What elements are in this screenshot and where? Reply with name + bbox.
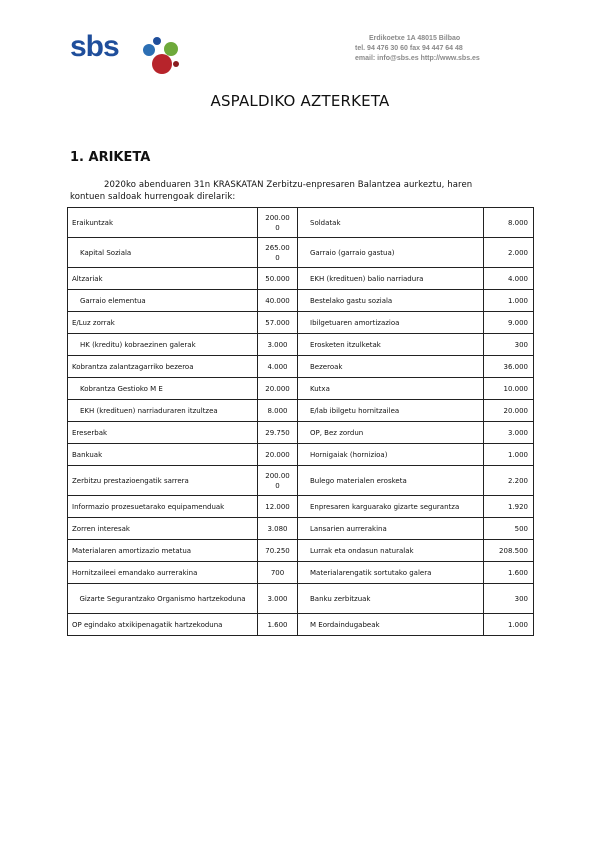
left-account-label: Garraio elementua	[68, 290, 258, 312]
left-account-label: Altzariak	[68, 268, 258, 290]
left-account-label: Materialaren amortizazio metatua	[68, 540, 258, 562]
right-account-value: 300	[484, 584, 534, 614]
right-account-value: 36.000	[484, 356, 534, 378]
left-account-label: Kobrantza zalantzagarriko bezeroa	[68, 356, 258, 378]
right-account-label: OP, Bez zordun	[298, 422, 484, 444]
contact-email: email: info@sbs.es http://www.sbs.es	[355, 55, 480, 62]
right-account-value: 1.000	[484, 444, 534, 466]
right-account-label: Soldatak	[298, 208, 484, 238]
left-account-label: Kobrantza Gestioko M E	[68, 378, 258, 400]
right-account-label: Materialarengatik sortutako galera	[298, 562, 484, 584]
right-account-label: Garraio (garraio gastua)	[298, 238, 484, 268]
table-row	[68, 334, 534, 356]
table-row	[68, 312, 534, 334]
right-account-label: E/lab ibilgetu hornitzailea	[298, 400, 484, 422]
right-account-label: Lurrak eta ondasun naturalak	[298, 540, 484, 562]
left-account-value: 700	[258, 562, 298, 584]
contact-address: Erdikoetxe 1A 48015 Bilbao	[369, 35, 461, 42]
right-account-value: 8.000	[484, 208, 534, 238]
left-account-value: 70.250	[258, 540, 298, 562]
left-account-label: Zorren interesak	[68, 518, 258, 540]
left-account-label: Bankuak	[68, 444, 258, 466]
table-row	[68, 466, 534, 496]
table-row	[68, 356, 534, 378]
left-account-value: 8.000	[258, 400, 298, 422]
balance-table	[67, 207, 534, 636]
right-account-label: Ibilgetuaren amortizazioa	[298, 312, 484, 334]
right-account-label: Bezeroak	[298, 356, 484, 378]
right-account-value: 300	[484, 334, 534, 356]
logo-dots-icon	[140, 34, 182, 78]
table-row	[68, 238, 534, 268]
right-account-label: Hornigaiak (hornizioa)	[298, 444, 484, 466]
left-account-value: 40.000	[258, 290, 298, 312]
right-account-label: Lansarien aurrerakina	[298, 518, 484, 540]
left-account-label: EKH (kredituen) narriaduraren itzultzea	[68, 400, 258, 422]
left-account-value: 4.000	[258, 356, 298, 378]
right-account-label: Bestelako gastu soziala	[298, 290, 484, 312]
left-account-value: 29.750	[258, 422, 298, 444]
table-row	[68, 614, 534, 636]
left-account-value: 265.00 0	[258, 238, 298, 268]
right-account-value: 1.600	[484, 562, 534, 584]
right-account-label: Kutxa	[298, 378, 484, 400]
left-account-label: Informazio prozesuetarako equipamenduak	[68, 496, 258, 518]
left-account-value: 57.000	[258, 312, 298, 334]
left-account-value: 200.00 0	[258, 466, 298, 496]
left-account-label: HK (kreditu) kobraezinen galerak	[68, 334, 258, 356]
left-account-label: Kapital Soziala	[68, 238, 258, 268]
table-row	[68, 422, 534, 444]
intro-line-2: kontuen saldoak hurrengoak direlarik:	[70, 192, 236, 202]
left-account-value: 12.000	[258, 496, 298, 518]
left-account-label: OP egindako atxikipenagatik hartzekoduna	[68, 614, 258, 636]
right-account-value: 2.000	[484, 238, 534, 268]
right-account-label: Erosketen itzulketak	[298, 334, 484, 356]
left-account-value: 1.600	[258, 614, 298, 636]
left-account-value: 3.000	[258, 584, 298, 614]
right-account-value: 10.000	[484, 378, 534, 400]
right-account-value: 1.000	[484, 290, 534, 312]
section-title: 1. ARIKETA	[70, 150, 151, 165]
left-account-value: 50.000	[258, 268, 298, 290]
right-account-label: EKH (kredituen) balio narriadura	[298, 268, 484, 290]
right-account-value: 3.000	[484, 422, 534, 444]
right-account-label: Bulego materialen erosketa	[298, 466, 484, 496]
contact-block	[355, 34, 525, 64]
left-account-label: Ereserbak	[68, 422, 258, 444]
table-row	[68, 378, 534, 400]
right-account-value: 2.200	[484, 466, 534, 496]
table-row	[68, 444, 534, 466]
right-account-value: 1.920	[484, 496, 534, 518]
right-account-value: 1.000	[484, 614, 534, 636]
left-account-label: E/Luz zorrak	[68, 312, 258, 334]
left-account-label: Gizarte Segurantzako Organismo hartzekoduna	[68, 584, 258, 614]
table-row	[68, 400, 534, 422]
left-account-label: Eraikuntzak	[68, 208, 258, 238]
logo-text: sbs	[70, 30, 119, 63]
right-account-label: Enpresaren karguarako gizarte segurantza	[298, 496, 484, 518]
right-account-label: Banku zerbitzuak	[298, 584, 484, 614]
right-account-value: 208.500	[484, 540, 534, 562]
table-row	[68, 268, 534, 290]
company-logo	[70, 30, 180, 78]
left-account-value: 200.00 0	[258, 208, 298, 238]
table-row	[68, 584, 534, 614]
right-account-value: 20.000	[484, 400, 534, 422]
right-account-label: M Eordaindugabeak	[298, 614, 484, 636]
table-row	[68, 208, 534, 238]
left-account-value: 3.000	[258, 334, 298, 356]
left-account-value: 20.000	[258, 378, 298, 400]
right-account-value: 9.000	[484, 312, 534, 334]
left-account-value: 3.080	[258, 518, 298, 540]
right-account-value: 4.000	[484, 268, 534, 290]
table-row	[68, 518, 534, 540]
document-title: ASPALDIKO AZTERKETA	[210, 92, 390, 110]
table-row	[68, 562, 534, 584]
table-row	[68, 540, 534, 562]
intro-paragraph	[70, 179, 540, 203]
left-account-value: 20.000	[258, 444, 298, 466]
table-row	[68, 290, 534, 312]
intro-line-1: 2020ko abenduaren 31n KRASKATAN Zerbitzu-enpresaren Balantzea aurkeztu, haren	[104, 180, 473, 190]
left-account-label: Zerbitzu prestazioengatik sarrera	[68, 466, 258, 496]
contact-phone: tel. 94 476 30 60 fax 94 447 64 48	[355, 45, 463, 52]
left-account-label: Hornitzaileei emandako aurrerakina	[68, 562, 258, 584]
table-row	[68, 496, 534, 518]
right-account-value: 500	[484, 518, 534, 540]
